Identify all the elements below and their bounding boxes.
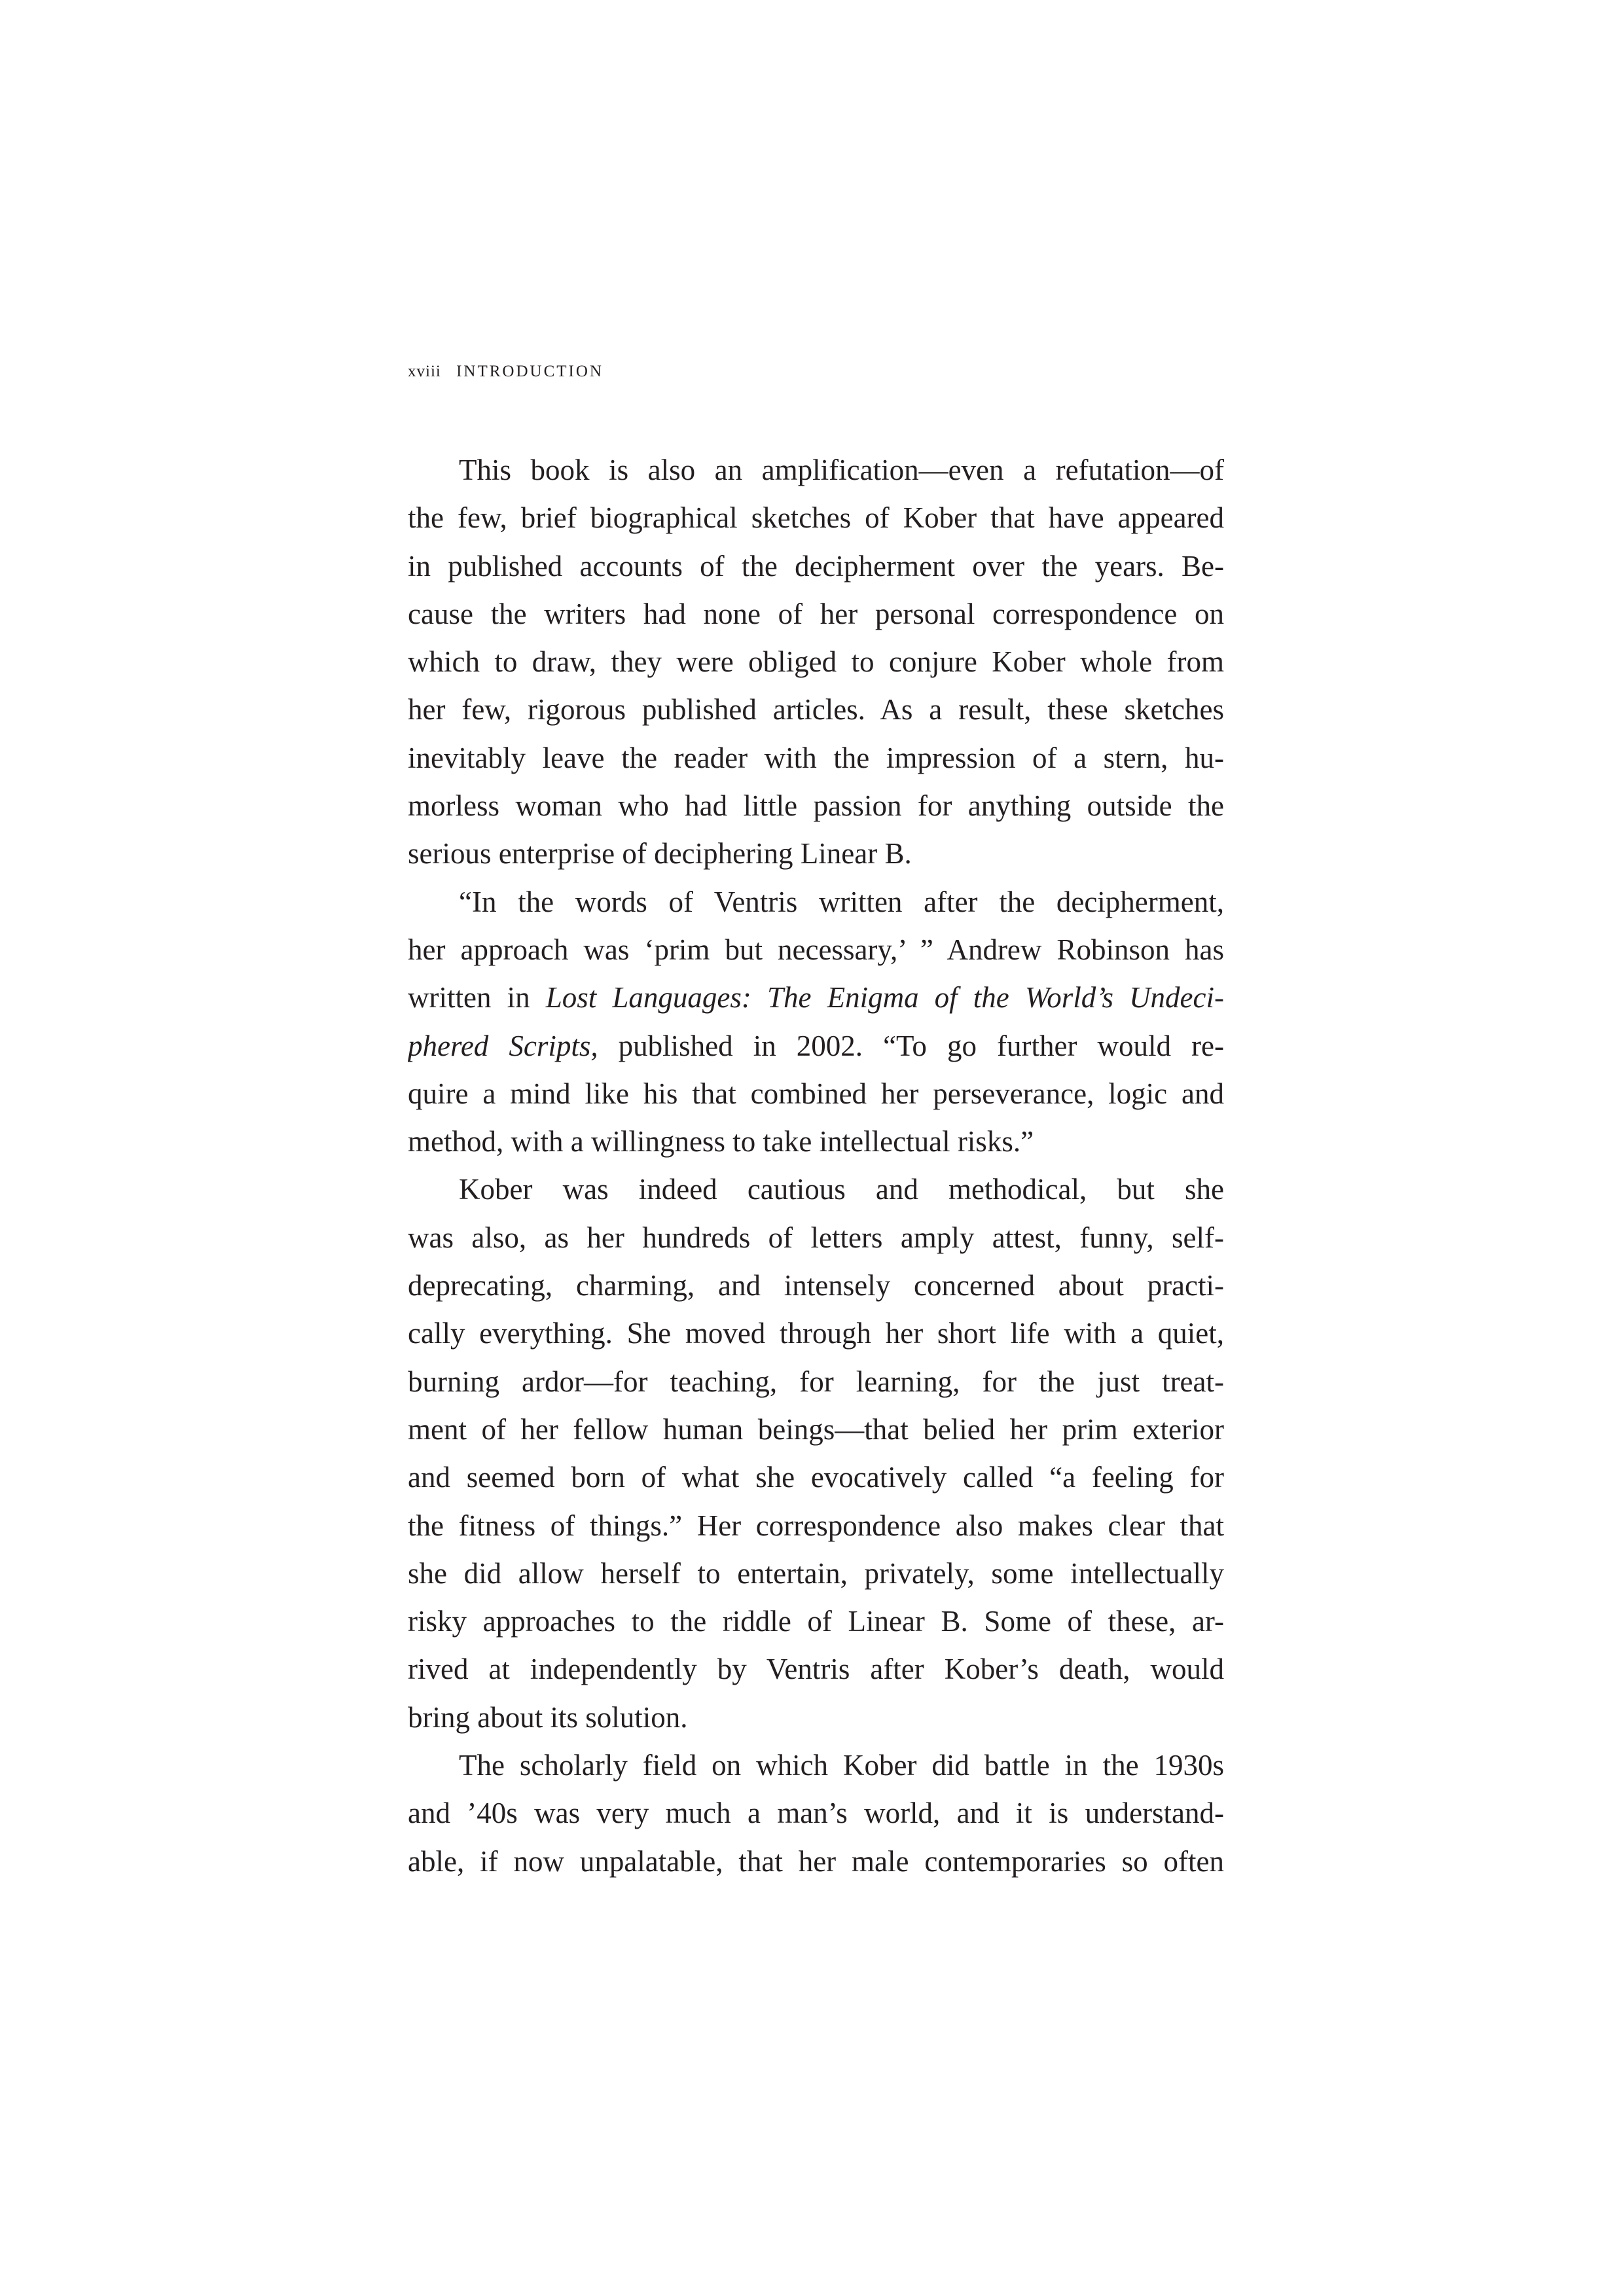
text-line: cally everything. She moved through her short life with a quiet, — [408, 1317, 1224, 1350]
page-number: xviii — [408, 363, 441, 380]
text-line: inevitably leave the reader with the impression of a stern, hu- — [408, 741, 1224, 774]
text-run: written in — [408, 981, 546, 1014]
text-line: method, with a willingness to take intellectual risks.” — [408, 1125, 1034, 1158]
text-line: ment of her fellow human beings—that belied her prim exterior — [408, 1412, 1224, 1446]
text-line: risky approaches to the riddle of Linear B. Some of these, ar- — [408, 1605, 1224, 1638]
text-line: the few, brief biographical sketches of Kober that have appeared — [408, 501, 1224, 535]
text-line: was also, as her hundreds of letters amply attest, funny, self- — [408, 1221, 1224, 1254]
paragraph-2 — [408, 878, 1224, 1166]
text-line: her approach was ‘prim but necessary,’ ” Andrew Robinson has — [408, 933, 1224, 966]
text-line: in published accounts of the decipherment over the years. Be- — [408, 549, 1224, 583]
text-line: deprecating, charming, and intensely concerned about practi- — [408, 1269, 1224, 1302]
paragraph-1 — [408, 446, 1224, 878]
text-line — [408, 974, 1224, 1022]
text-line: quire a mind like his that combined her perseverance, logic and — [408, 1077, 1224, 1110]
text-line: This book is also an amplification—even a refutation—of — [459, 454, 1224, 486]
paragraph-4 — [408, 1742, 1224, 1886]
text-line: Kober was indeed cautious and methodical, but she — [459, 1173, 1224, 1206]
text-line — [408, 1022, 1224, 1070]
text-run: published in 2002. “To go further would re- — [598, 1029, 1224, 1062]
running-head-title: INTRODUCTION — [456, 363, 604, 380]
text-line: “In the words of Ventris written after the decipherment, — [459, 885, 1224, 918]
text-line: morless woman who had little passion for anything outside the — [408, 789, 1224, 823]
body-text — [408, 446, 1224, 1886]
text-line: burning ardor—for teaching, for learning, for the just treat- — [408, 1365, 1224, 1398]
paragraph-3 — [408, 1166, 1224, 1742]
text-line: bring about its solution. — [408, 1700, 688, 1734]
text-line: The scholarly field on which Kober did battle in the 1930s — [459, 1749, 1224, 1782]
text-line: her few, rigorous published articles. As a result, these sketches — [408, 693, 1224, 726]
text-line: rived at independently by Ventris after Kober’s death, would — [408, 1653, 1224, 1686]
text-line: able, if now unpalatable, that her male contemporaries so often — [408, 1844, 1224, 1878]
text-line: she did allow herself to entertain, privately, some intellectually — [408, 1556, 1224, 1590]
text-line: and seemed born of what she evocatively called “a feeling for — [408, 1461, 1224, 1494]
text-line: cause the writers had none of her personal correspondence on — [408, 597, 1224, 630]
text-line: which to draw, they were obliged to conjure Kober whole from — [408, 645, 1224, 679]
book-title-italic: Lost Languages: The Enigma of the World’s Undeci- — [545, 981, 1224, 1014]
book-title-italic: phered Scripts, — [408, 1029, 598, 1062]
text-line: and ’40s was very much a man’s world, and it is understand- — [408, 1797, 1224, 1830]
text-line: the fitness of things.” Her correspondence also makes clear that — [408, 1509, 1224, 1542]
text-line: serious enterprise of deciphering Linear B. — [408, 837, 912, 870]
running-head — [408, 363, 604, 381]
